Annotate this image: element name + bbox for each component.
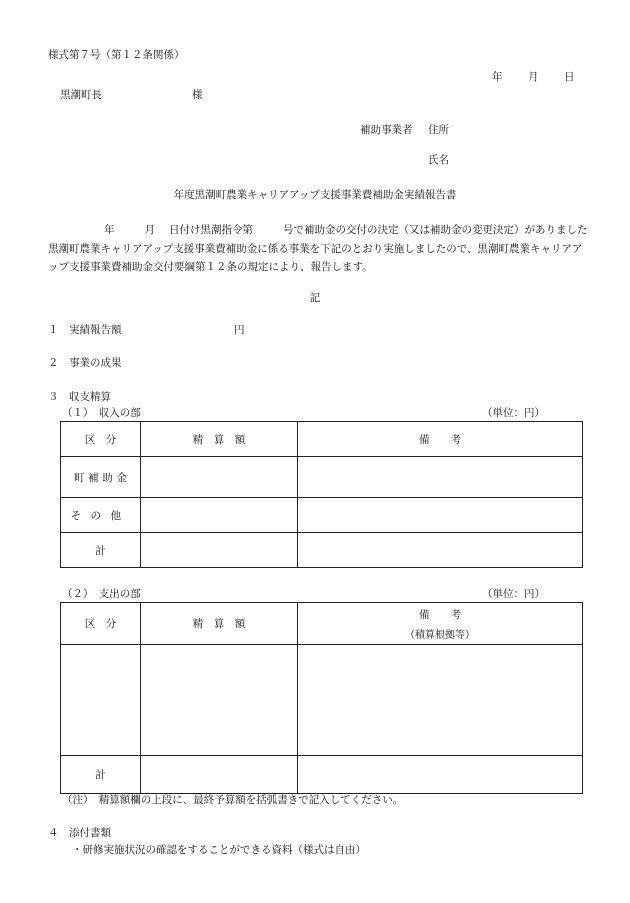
expense-total-label: 計 — [61, 756, 141, 794]
body-text: 号で補助金の交付の決定（又は補助金の変更決定）がありました黒潮町農業キャリアアップ支援事業費補助金に係る事業を下記のとおり実施しましたので、黒潮町農業キャリアアップ支援事業費補助金交付要綱第１２条の規定により、報告します。 — [48, 224, 588, 273]
ki-heading: 記 — [309, 292, 321, 304]
expense-note: （注） 精算額欄の上段に、最終予算額を括弧書きで記入してください。 — [62, 794, 404, 806]
date-day-label: 日 — [564, 71, 575, 83]
addressee-name: 黒潮町長 — [60, 89, 102, 101]
expense-header-category: 区 分 — [61, 603, 141, 645]
expense-header-row — [61, 603, 583, 645]
income-remarks-cell[interactable] — [298, 498, 583, 533]
income-row-label: 町補助金 — [61, 457, 141, 498]
body-paragraph — [48, 221, 588, 277]
date-month-label: 月 — [528, 71, 539, 83]
table-row — [61, 498, 583, 533]
income-row-label: 計 — [61, 533, 141, 568]
name-label: 氏名 — [428, 154, 449, 166]
expense-heading: （２） 支出の部 — [62, 588, 141, 600]
addressee-honorific: 様 — [192, 89, 203, 101]
income-amount-cell[interactable] — [141, 533, 298, 568]
income-table — [60, 421, 583, 568]
expense-category-cell[interactable] — [61, 645, 141, 756]
item4-label: ４ 添付書類 — [48, 827, 111, 839]
income-heading: （１） 収入の部 — [62, 407, 141, 419]
income-header-row — [61, 422, 583, 457]
expense-table — [60, 602, 583, 794]
income-remarks-cell[interactable] — [298, 533, 583, 568]
date-year-label: 年 — [492, 71, 503, 83]
item2-label: ２ 事業の成果 — [48, 357, 122, 369]
expense-unit: （単位：円） — [482, 588, 545, 600]
income-unit: （単位：円） — [482, 407, 545, 419]
expense-remarks-cell[interactable] — [298, 645, 583, 756]
income-row-label: その他 — [61, 498, 141, 533]
document-title: 年度黒潮町農業キャリアアップ支援事業費補助金実績報告書 — [173, 189, 457, 201]
expense-amount-cell[interactable] — [141, 645, 298, 756]
item1-unit: 円 — [234, 324, 245, 336]
expense-header-remarks — [298, 603, 583, 645]
expense-amount-cell[interactable] — [141, 756, 298, 794]
table-row — [61, 457, 583, 498]
expense-remarks-cell[interactable] — [298, 756, 583, 794]
attachment-list-item: ・研修実施状況の確認をすることができる資料（様式は自由） — [72, 844, 366, 856]
income-header-remarks: 備 考 — [298, 422, 583, 457]
income-header-category: 区 分 — [61, 422, 141, 457]
form-number: 様式第７号（第１２条関係） — [48, 49, 185, 61]
item3-label: ３ 収支精算 — [48, 391, 111, 403]
expense-header-remarks-label: 備 考 — [419, 608, 461, 621]
item1-label: １ 実績報告額 — [48, 324, 122, 336]
income-amount-cell[interactable] — [141, 457, 298, 498]
income-header-amount: 精 算 額 — [141, 422, 298, 457]
income-remarks-cell[interactable] — [298, 457, 583, 498]
table-row — [61, 533, 583, 568]
expense-header-remarks-sub: （積算根拠等） — [405, 629, 475, 641]
body-prefix: 日付け黒潮指令第 — [169, 224, 253, 236]
body-year: 年 — [104, 224, 115, 236]
income-amount-cell[interactable] — [141, 498, 298, 533]
body-month: 月 — [144, 224, 155, 236]
table-row — [61, 756, 583, 794]
expense-header-amount: 精 算 額 — [141, 603, 298, 645]
applicant-label: 補助事業者 — [360, 124, 413, 136]
address-label: 住所 — [428, 124, 449, 136]
table-row — [61, 645, 583, 756]
